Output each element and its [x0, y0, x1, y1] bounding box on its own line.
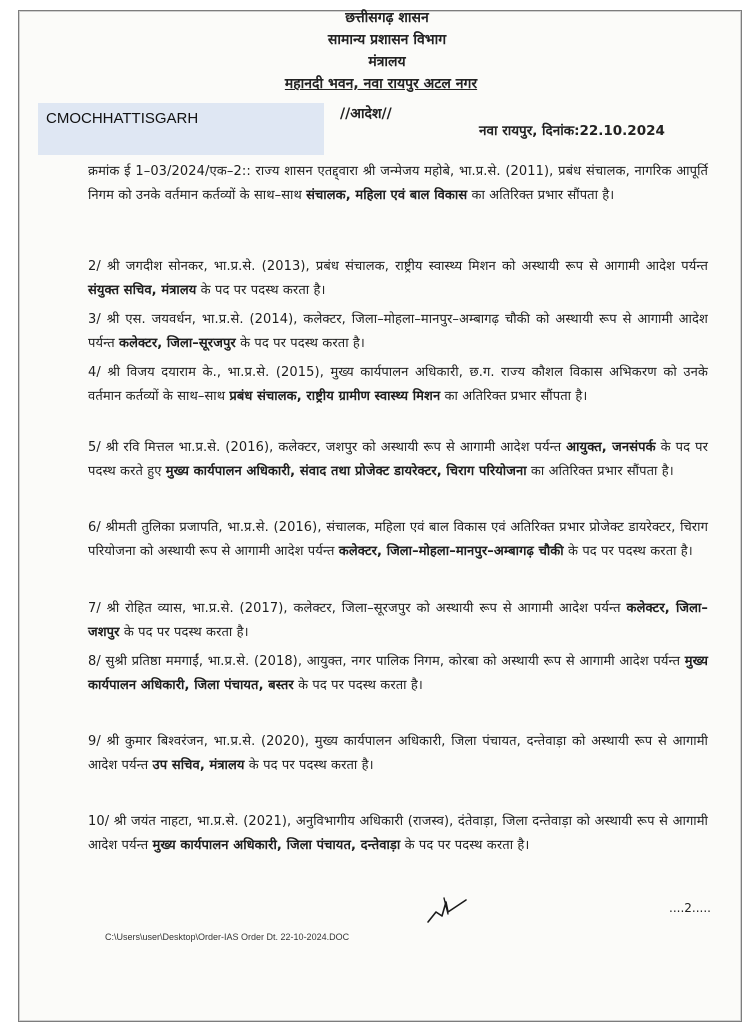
paragraph-bold-text: कलेक्टर, जिला–जशपुर: [88, 601, 708, 640]
paragraph-text: 8/ सुश्री प्रतिष्ठा ममगाईं, भा.प्र.से. (2018), आयुक्त, नगर पालिक निगम, कोरबा को अस्थायी रूप से आगामी आदेश पर्यन्त: [88, 654, 685, 669]
paragraph-text: 6/ श्रीमती तुलिका प्रजापति, भा.प्र.से. (2016), संचालक, महिला एवं बाल विकास एवं अतिरिक्त प्रभार प्रोजेक्ट डायरेक्टर, चिराग परियोजना को अस्थायी रूप से आगामी आदेश पर्यन्त: [88, 520, 708, 559]
header-address: महानदी भवन, नवा रायपुर अटल नगर: [284, 76, 478, 92]
paragraph-text: के पद पर पदस्थ करता है।: [293, 677, 423, 693]
paragraph-text: के पद पर पदस्थ करता है।: [244, 757, 374, 773]
header-government: छत्तीसगढ़ शासन: [345, 10, 429, 26]
order-paragraph-5: [88, 436, 708, 484]
paragraph-text: के पद पर पदस्थ करता है।: [119, 624, 249, 640]
file-path-footer: C:\Users\user\Desktop\Order-IAS Order Dt. 22-10-2024.DOC: [105, 932, 350, 942]
paragraph-bold-text: प्रबंध संचालक, राष्ट्रीय ग्रामीण स्वास्थ्य मिशन: [229, 388, 441, 404]
paragraph-text: क्रमांक ई 1–03/2024/एक–2:: राज्य शासन एतद्द्वारा श्री जन्मेजय महोबे, भा.प्र.से. (2011), प्रबंध संचालक, नागरिक आपूर्ति निगम को उनके वर्तमान कर्तव्यों के साथ–साथ: [88, 164, 708, 203]
paragraph-text: 10/ श्री जयंत नाहटा, भा.प्र.से. (2021), अनुविभागीय अधिकारी (राजस्व), दंतेवाड़ा, जिला दन्तेवाड़ा को अस्थायी रूप से आगामी आदेश पर्यन्त: [88, 814, 708, 853]
cmo-stamp: [38, 103, 324, 155]
paragraph-text: के पद पर पदस्थ करता है।: [563, 543, 693, 559]
paragraph-bold-text: मुख्य कार्यपालन अधिकारी, संवाद तथा प्रोजेक्ट डायरेक्टर, चिराग परियोजना: [165, 463, 527, 479]
paragraph-text: के पद पर पदस्थ करता है।: [196, 282, 326, 298]
paragraph-bold-text: आयुक्त, जनसंपर्क: [566, 440, 656, 455]
cmo-stamp-text: CMOCHHATTISGARH: [46, 110, 199, 127]
place-date: नवा रायपुर, दिनांक:22.10.2024: [479, 123, 665, 139]
paragraph-bold-text: मुख्य कार्यपालन अधिकारी, जिला पंचायत, बस्तर: [88, 654, 708, 693]
paragraph-text: 3/ श्री एस. जयवर्धन, भा.प्र.से. (2014), कलेक्टर, जिला–मोहला–मानपुर–अम्बागढ़ चौकी को अस्थायी रूप से आगामी आदेश पर्यन्त: [88, 312, 708, 351]
order-paragraph-2: [88, 255, 708, 303]
order-paragraph-3: [88, 308, 708, 356]
order-paragraph-9: [88, 730, 708, 778]
paragraph-text: का अतिरिक्त प्रभार सौंपता है।: [467, 187, 615, 203]
paragraph-text: का अतिरिक्त प्रभार सौंपता है।: [526, 463, 674, 479]
order-title: //आदेश//: [340, 106, 392, 122]
order-paragraph-7: [88, 597, 708, 645]
paragraph-bold-text: संयुक्त सचिव, मंत्रालय: [88, 282, 197, 298]
header-department: सामान्य प्रशासन विभाग: [327, 32, 447, 48]
header-ministry: मंत्रालय: [368, 54, 406, 70]
paragraph-text: 9/ श्री कुमार बिश्वरंजन, भा.प्र.से. (2020), मुख्य कार्यपालन अधिकारी, जिला पंचायत, दन्तेवाड़ा को अस्थायी रूप से आगामी आदेश पर्यन्त: [88, 734, 708, 773]
paragraph-text: 7/ श्री रोहित व्यास, भा.प्र.से. (2017), कलेक्टर, जिला–सूरजपुर को अस्थायी रूप से आगामी आदेश पर्यन्त: [88, 601, 627, 616]
paragraph-text: के पद पर पदस्थ करता है।: [235, 335, 365, 351]
paragraph-bold-text: कलेक्टर, जिला–मोहला–मानपुर–अम्बागढ़ चौकी: [338, 543, 564, 559]
paragraph-bold-text: मुख्य कार्यपालन अधिकारी, जिला पंचायत, दन्तेवाड़ा: [152, 837, 401, 853]
paragraph-text: 2/ श्री जगदीश सोनकर, भा.प्र.से. (2013), प्रबंध संचालक, राष्ट्रीय स्वास्थ्य मिशन को अस्थायी रूप से आगामी आदेश पर्यन्त: [88, 259, 708, 274]
paragraph-text: का अतिरिक्त प्रभार सौंपता है।: [440, 388, 588, 404]
order-paragraph-6: [88, 516, 708, 564]
paragraph-text: के पद पर पदस्थ करता है।: [400, 837, 530, 853]
paragraph-text: 5/ श्री रवि मित्तल भा.प्र.से. (2016), कलेक्टर, जशपुर को अस्थायी रूप से आगामी आदेश पर्यन्त: [88, 440, 567, 455]
paragraph-bold-text: संचालक, महिला एवं बाल विकास: [306, 187, 468, 203]
signature: [424, 892, 470, 926]
next-page-marker: ....2.....: [669, 901, 711, 915]
order-paragraph-1: [88, 160, 708, 208]
paragraph-text: के पद पर पदस्थ करते हुए: [88, 440, 709, 479]
order-paragraph-8: [88, 650, 708, 698]
order-paragraph-10: [88, 810, 708, 858]
paragraph-text: 4/ श्री विजय दयाराम के., भा.प्र.से. (2015), मुख्य कार्यपालन अधिकारी, छ.ग. राज्य कौशल विकास अभिकरण को उनके वर्तमान कर्तव्यों के साथ–साथ: [88, 365, 708, 404]
paragraph-bold-text: उप सचिव, मंत्रालय: [152, 757, 245, 773]
order-paragraph-4: [88, 361, 708, 409]
paragraph-bold-text: कलेक्टर, जिला–सूरजपुर: [118, 335, 236, 351]
